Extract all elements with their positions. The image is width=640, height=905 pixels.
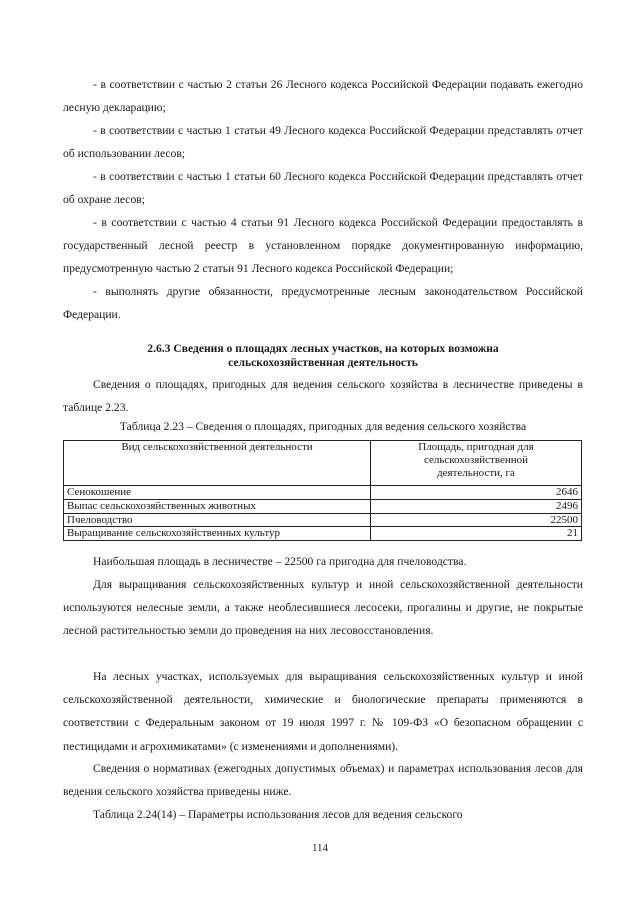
cell-area: 22500 xyxy=(371,513,582,527)
table-header-row xyxy=(64,441,582,486)
table-caption-next: Таблица 2.24(14) – Параметры использования лесов для ведения сельского xyxy=(93,808,463,821)
paragraph-other-duties: - выполнять другие обязанности, предусмотренные лесным законодательством Российской Федерации. xyxy=(63,285,583,322)
header-area: Площадь, пригодная для сельскохозяйственной деятельности, га xyxy=(371,441,582,486)
table-row xyxy=(64,486,582,500)
paragraph-forest-registry: - в соответствии с частью 4 статьи 91 Лесного кодекса Российской Федерации предоставлять в государственный лесной реестр в установленном порядке документированную информацию, предусмотренную частью 2 статьи 91 Лесного кодекса Российской Федерации; xyxy=(63,216,583,276)
cell-activity: Сенокошение xyxy=(64,486,371,500)
cell-activity: Выращивание сельскохозяйственных культур xyxy=(64,527,371,541)
header-activity: Вид сельскохозяйственной деятельности xyxy=(64,441,371,486)
table-row xyxy=(64,499,582,513)
page-number: 114 xyxy=(311,842,329,854)
cell-area: 21 xyxy=(371,527,582,541)
paragraph-usage-report: - в соответствии с частью 1 статьи 49 Лесного кодекса Российской Федерации представлять отчет об использовании лесов; xyxy=(63,124,583,161)
agriculture-area-table xyxy=(63,440,582,541)
paragraph-intro: Сведения о площадях, пригодных для ведения сельского хозяйства в лесничестве приведены в таблице 2.23. xyxy=(63,378,583,415)
section-heading: 2.6.3 Сведения о площадях лесных участков, на которых возможна сельскохозяйственная деятельность xyxy=(147,342,499,369)
paragraph-non-forest-lands: Для выращивания сельскохозяйственных культур и иной сельскохозяйственной деятельности используются нелесные земли, а также необлесившиеся лесосеки, прогалины и другие, не покрытые лесной растительностью земли до проведения на них лесовосстановления. xyxy=(63,578,583,638)
paragraph-protection-report: - в соответствии с частью 1 статьи 60 Лесного кодекса Российской Федерации представлять отчет об охране лесов; xyxy=(63,170,583,207)
cell-activity: Пчеловодство xyxy=(64,513,371,527)
table-row xyxy=(64,527,582,541)
paragraph-forest-declaration: - в соответствии с частью 2 статьи 26 Лесного кодекса Российской Федерации подавать ежегодно лесную декларацию; xyxy=(63,78,583,115)
paragraph-largest-area: Наибольшая площадь в лесничестве – 22500 га пригодна для пчеловодства. xyxy=(93,555,467,568)
cell-activity: Выпас сельскохозяйственных животных xyxy=(64,499,371,513)
table-row xyxy=(64,513,582,527)
cell-area: 2496 xyxy=(371,499,582,513)
cell-area: 2646 xyxy=(371,486,582,500)
table-caption: Таблица 2.23 – Сведения о площадях, пригодных для ведения сельского хозяйства xyxy=(119,420,527,433)
paragraph-norms: Сведения о нормативах (ежегодных допустимых объемах) и параметрах использования лесов для ведения сельского хозяйства приведены ниже. xyxy=(63,762,583,799)
paragraph-chemicals: На лесных участках, используемых для выращивания сельскохозяйственных культур и иной сельскохозяйственной деятельности, химические и биологические препараты применяются в соответствии с Федеральным законом от 19 июля 1997 г. № 109-ФЗ «О безопасном обращении с пестицидами и агрохимикатами» (с изменениями и дополнениями). xyxy=(63,670,583,753)
